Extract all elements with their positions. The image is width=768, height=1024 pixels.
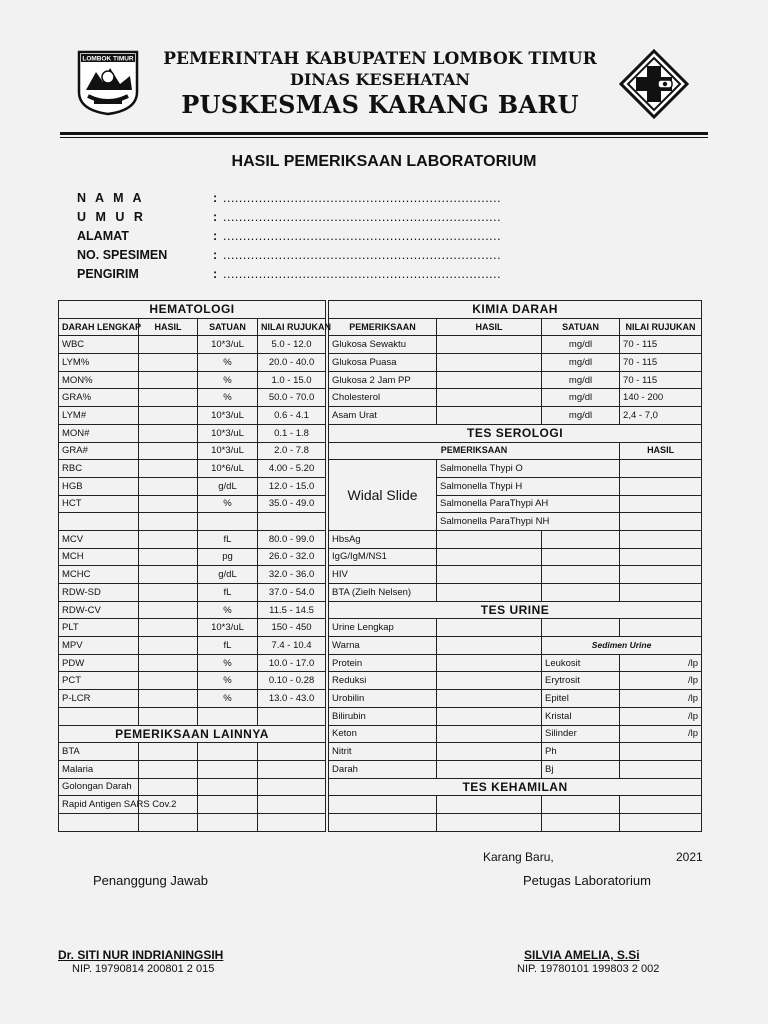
hematology-unit: % <box>198 495 258 513</box>
other-test-result-cell[interactable] <box>198 796 258 814</box>
lombok-timur-emblem-icon <box>76 50 140 116</box>
hematology-test-name: MCHC <box>59 566 139 584</box>
urine-result-cell[interactable] <box>437 619 542 637</box>
sediment-test-name <box>542 619 620 637</box>
widal-result-cell[interactable] <box>620 495 702 513</box>
sediment-test-name: Leukosit <box>542 654 620 672</box>
serology-result-cell[interactable] <box>542 530 620 548</box>
hematology-result-cell[interactable] <box>139 566 198 584</box>
table-row <box>59 760 702 778</box>
sediment-unit <box>620 619 702 637</box>
serology-result-cell[interactable] <box>437 548 542 566</box>
table-row <box>59 354 702 372</box>
empty-cell[interactable] <box>542 813 620 831</box>
table-row <box>59 548 702 566</box>
serology-section-title: TES SEROLOGI <box>329 424 702 442</box>
hematology-reference: 4.00 - 5.20 <box>258 460 326 478</box>
sediment-header: Sedimen Urine <box>542 637 702 655</box>
empty-cell[interactable] <box>620 813 702 831</box>
header-darah-lengkap: DARAH LENGKAP <box>59 318 139 336</box>
column-header-row <box>59 318 702 336</box>
hematology-result-cell[interactable] <box>139 336 198 354</box>
empty-cell[interactable] <box>329 813 437 831</box>
empty-cell[interactable] <box>258 813 326 831</box>
urine-test-name: Darah <box>329 760 437 778</box>
widal-item: Salmonella Thypi H <box>437 477 620 495</box>
empty-cell[interactable] <box>59 707 139 725</box>
chemistry-test-name: Cholesterol <box>329 389 437 407</box>
table-row <box>59 690 702 708</box>
responsible-person-role: Penanggung Jawab <box>93 873 208 888</box>
identity-colon: : <box>213 247 218 262</box>
other-test-name: BTA <box>59 743 139 761</box>
urine-test-name: Protein <box>329 654 437 672</box>
other-test-result-cell[interactable] <box>198 760 258 778</box>
header-pemeriksaan: PEMERIKSAAN <box>329 318 437 336</box>
lab-officer-name: SILVIA AMELIA, S.Si <box>524 948 640 962</box>
table-row <box>59 619 702 637</box>
urine-result-cell[interactable] <box>437 690 542 708</box>
chemistry-unit: mg/dl <box>542 371 620 389</box>
identity-row-alamat <box>77 226 501 245</box>
hematology-test-name <box>59 513 139 531</box>
hematology-reference: 11.5 - 14.5 <box>258 601 326 619</box>
hematology-reference <box>258 513 326 531</box>
hematology-unit: pg <box>198 548 258 566</box>
hematology-test-name: P-LCR <box>59 690 139 708</box>
table-row <box>59 725 702 743</box>
emblem-text: LOMBOK TIMUR <box>82 55 134 63</box>
hematology-test-name: PLT <box>59 619 139 637</box>
widal-item: Salmonella Thypi O <box>437 460 620 478</box>
hematology-unit: fL <box>198 637 258 655</box>
table-row <box>59 654 702 672</box>
hematology-reference: 1.0 - 15.0 <box>258 371 326 389</box>
sender-field[interactable]: ...................................................................... <box>223 266 502 281</box>
responsible-person-name: Dr. SITI NUR INDRIANINGSIH <box>58 948 224 962</box>
hematology-unit <box>198 513 258 531</box>
widal-slide-label: Widal Slide <box>329 460 437 531</box>
table-row <box>59 371 702 389</box>
hematology-reference: 50.0 - 70.0 <box>258 389 326 407</box>
other-test-name: Rapid Antigen SARS Cov.2 <box>59 796 139 814</box>
header-pemeriksaan: PEMERIKSAAN <box>329 442 620 460</box>
hematology-reference: 0.1 - 1.8 <box>258 424 326 442</box>
hematology-reference: 7.4 - 10.4 <box>258 637 326 655</box>
urine-result-cell[interactable] <box>437 760 542 778</box>
hematology-unit: % <box>198 672 258 690</box>
hematology-unit: fL <box>198 584 258 602</box>
serology-test-name: BTA (Zielh Nelsen) <box>329 584 437 602</box>
chemistry-unit: mg/dl <box>542 336 620 354</box>
column-gap <box>326 513 329 531</box>
chemistry-reference: 70 - 115 <box>620 354 702 372</box>
hematology-test-name: MCV <box>59 530 139 548</box>
urine-test-name: Reduksi <box>329 672 437 690</box>
urine-test-name: Urine Lengkap <box>329 619 437 637</box>
hematology-result-cell[interactable] <box>139 442 198 460</box>
hematology-reference: 80.0 - 99.0 <box>258 530 326 548</box>
sediment-unit: /lp <box>620 672 702 690</box>
hematology-unit: % <box>198 354 258 372</box>
table-row <box>59 530 702 548</box>
empty-cell[interactable] <box>198 707 258 725</box>
table-row <box>59 672 702 690</box>
other-test-result-cell[interactable] <box>258 760 326 778</box>
empty-cell[interactable] <box>198 813 258 831</box>
hematology-section-title: HEMATOLOGI <box>59 301 326 319</box>
serology-result-cell[interactable] <box>542 566 620 584</box>
hematology-reference: 0.10 - 0.28 <box>258 672 326 690</box>
name-field[interactable]: ...................................................................... <box>223 190 502 205</box>
address-field[interactable]: ...................................................................... <box>223 228 502 243</box>
sediment-test-name: Silinder <box>542 725 620 743</box>
header-hasil: HASIL <box>139 318 198 336</box>
chemistry-result-cell[interactable] <box>437 389 542 407</box>
hematology-result-cell[interactable] <box>139 495 198 513</box>
identity-colon: : <box>213 209 218 224</box>
hematology-result-cell[interactable] <box>139 460 198 478</box>
identity-colon: : <box>213 266 218 281</box>
serology-result-cell[interactable] <box>437 584 542 602</box>
urine-result-cell[interactable] <box>437 637 542 655</box>
table-row <box>59 566 702 584</box>
urine-test-name: Keton <box>329 725 437 743</box>
other-test-result-cell[interactable] <box>139 778 198 796</box>
identity-label: NO. SPESIMEN <box>77 247 168 262</box>
pregnancy-result-cell[interactable] <box>620 796 702 814</box>
urine-test-name: Warna <box>329 637 437 655</box>
identity-label: PENGIRIM <box>77 266 139 281</box>
pregnancy-result-cell[interactable] <box>329 796 437 814</box>
serology-test-name: HIV <box>329 566 437 584</box>
serology-result-cell[interactable] <box>437 566 542 584</box>
hematology-unit: g/dL <box>198 477 258 495</box>
column-gap <box>326 477 329 495</box>
puskesmas-name: PUSKESMAS KARANG BARU <box>181 90 579 119</box>
table-row <box>59 407 702 425</box>
specimen-number-field[interactable]: ...................................................................... <box>223 247 502 262</box>
serology-result-cell[interactable] <box>620 584 702 602</box>
lab-results-table <box>58 300 702 832</box>
other-test-result-cell[interactable] <box>139 760 198 778</box>
hematology-reference: 2.0 - 7.8 <box>258 442 326 460</box>
hematology-result-cell[interactable] <box>139 424 198 442</box>
hematology-reference: 150 - 450 <box>258 619 326 637</box>
table-row <box>59 707 702 725</box>
serology-test-name: HbsAg <box>329 530 437 548</box>
serology-result-cell[interactable] <box>437 530 542 548</box>
chemistry-result-cell[interactable] <box>437 371 542 389</box>
other-test-result-cell[interactable] <box>198 778 258 796</box>
table-row <box>59 460 702 478</box>
identity-row-nama <box>77 188 501 207</box>
identity-colon: : <box>213 228 218 243</box>
column-gap <box>326 495 329 513</box>
hematology-test-name: PDW <box>59 654 139 672</box>
table-row <box>59 778 702 796</box>
serology-result-cell[interactable] <box>620 548 702 566</box>
sediment-unit <box>620 760 702 778</box>
hematology-result-cell[interactable] <box>139 601 198 619</box>
chemistry-section-title: KIMIA DARAH <box>329 301 702 319</box>
urine-result-cell[interactable] <box>437 743 542 761</box>
chemistry-unit: mg/dl <box>542 354 620 372</box>
hematology-unit: % <box>198 601 258 619</box>
identity-row-spesimen <box>77 245 501 264</box>
chemistry-result-cell[interactable] <box>437 407 542 425</box>
identity-label: U M U R <box>77 209 146 224</box>
chemistry-reference: 140 - 200 <box>620 389 702 407</box>
hematology-test-name: RDW-SD <box>59 584 139 602</box>
hematology-test-name: RDW-CV <box>59 601 139 619</box>
section-header-row <box>59 301 702 319</box>
other-test-name: Malaria <box>59 760 139 778</box>
serology-result-cell[interactable] <box>542 584 620 602</box>
agency-name: DINAS KESEHATAN <box>289 70 471 89</box>
header-nilai-rujukan: NILAI RUJUKAN <box>258 318 326 336</box>
table-row <box>59 336 702 354</box>
hematology-unit: 10*6/uL <box>198 460 258 478</box>
hematology-test-name: GRA# <box>59 442 139 460</box>
widal-item: Salmonella ParaThypi AH <box>437 495 620 513</box>
responsible-person-nip: NIP. 19790814 200801 2 015 <box>72 963 215 975</box>
serology-result-cell[interactable] <box>542 548 620 566</box>
letterhead-rule-thin <box>60 137 708 138</box>
place-date: Karang Baru, <box>483 850 554 864</box>
chemistry-result-cell[interactable] <box>437 354 542 372</box>
hematology-test-name: LYM% <box>59 354 139 372</box>
hematology-unit: g/dL <box>198 566 258 584</box>
widal-item: Salmonella ParaThypi NH <box>437 513 620 531</box>
document-title: HASIL PEMERIKSAAN LABORATORIUM <box>231 153 537 170</box>
hematology-test-name: MCH <box>59 548 139 566</box>
table-row <box>59 743 702 761</box>
year: 2021 <box>676 850 703 864</box>
hematology-result-cell[interactable] <box>139 654 198 672</box>
sediment-unit: /lp <box>620 725 702 743</box>
chemistry-reference: 70 - 115 <box>620 336 702 354</box>
urine-test-name: Bilirubin <box>329 707 437 725</box>
sediment-unit: /lp <box>620 690 702 708</box>
hematology-reference: 12.0 - 15.0 <box>258 477 326 495</box>
sediment-test-name: Epitel <box>542 690 620 708</box>
hematology-result-cell[interactable] <box>139 354 198 372</box>
urine-test-name: Nitrit <box>329 743 437 761</box>
hematology-reference: 32.0 - 36.0 <box>258 566 326 584</box>
other-test-result-cell[interactable] <box>258 796 326 814</box>
other-test-result-cell[interactable] <box>139 743 198 761</box>
other-test-result-cell[interactable] <box>198 743 258 761</box>
hematology-unit: % <box>198 389 258 407</box>
hematology-reference: 0.6 - 4.1 <box>258 407 326 425</box>
sediment-unit: /lp <box>620 654 702 672</box>
hematology-reference: 26.0 - 32.0 <box>258 548 326 566</box>
hematology-unit: 10*3/uL <box>198 619 258 637</box>
hematology-result-cell[interactable] <box>139 530 198 548</box>
sediment-test-name: Ph <box>542 743 620 761</box>
serology-result-cell[interactable] <box>620 530 702 548</box>
hematology-test-name: HGB <box>59 477 139 495</box>
sediment-test-name: Erytrosit <box>542 672 620 690</box>
table-row <box>59 637 702 655</box>
other-test-result-cell[interactable] <box>258 743 326 761</box>
widal-result-cell[interactable] <box>620 460 702 478</box>
urine-result-cell[interactable] <box>437 725 542 743</box>
hematology-reference: 13.0 - 43.0 <box>258 690 326 708</box>
urine-result-cell[interactable] <box>437 654 542 672</box>
empty-cell[interactable] <box>437 813 542 831</box>
hematology-test-name: GRA% <box>59 389 139 407</box>
hematology-unit: fL <box>198 530 258 548</box>
sediment-unit: /lp <box>620 707 702 725</box>
other-tests-section-title: PEMERIKSAAN LAINNYA <box>59 725 326 743</box>
sediment-test-name: Kristal <box>542 707 620 725</box>
hematology-result-cell[interactable] <box>139 477 198 495</box>
table-row <box>59 424 702 442</box>
patient-identity <box>77 188 501 283</box>
letterhead-text <box>140 48 620 120</box>
lab-officer-nip: NIP. 19780101 199803 2 002 <box>517 963 660 975</box>
chemistry-reference: 2,4 - 7,0 <box>620 407 702 425</box>
hematology-result-cell[interactable] <box>139 513 198 531</box>
empty-cell[interactable] <box>258 707 326 725</box>
other-test-name: Golongan Darah <box>59 778 139 796</box>
header-satuan: SATUAN <box>542 318 620 336</box>
table-row <box>59 601 702 619</box>
hematology-unit: 10*3/uL <box>198 336 258 354</box>
sediment-test-name: Bj <box>542 760 620 778</box>
chemistry-unit: mg/dl <box>542 407 620 425</box>
chemistry-test-name: Glukosa Puasa <box>329 354 437 372</box>
header-nilai-rujukan: NILAI RUJUKAN <box>620 318 702 336</box>
hematology-unit: % <box>198 690 258 708</box>
header-hasil: HASIL <box>437 318 542 336</box>
hematology-result-cell[interactable] <box>139 690 198 708</box>
hematology-result-cell[interactable] <box>139 371 198 389</box>
hematology-test-name: LYM# <box>59 407 139 425</box>
hematology-test-name: HCT <box>59 495 139 513</box>
identity-colon: : <box>213 190 218 205</box>
hematology-test-name: PCT <box>59 672 139 690</box>
pregnancy-result-cell[interactable] <box>437 796 542 814</box>
table-row <box>59 813 702 831</box>
hematology-test-name: MON% <box>59 371 139 389</box>
hematology-result-cell[interactable] <box>139 548 198 566</box>
table-row <box>59 389 702 407</box>
table-row <box>59 584 702 602</box>
government-name: PEMERINTAH KABUPATEN LOMBOK TIMUR <box>163 49 597 69</box>
letterhead <box>60 42 708 122</box>
health-cross-logo-icon <box>618 48 690 120</box>
hematology-unit: 10*3/uL <box>198 424 258 442</box>
hematology-reference: 10.0 - 17.0 <box>258 654 326 672</box>
empty-cell[interactable] <box>139 813 198 831</box>
widal-result-cell[interactable] <box>620 513 702 531</box>
letterhead-rule-thick <box>60 132 708 135</box>
hematology-unit: 10*3/uL <box>198 442 258 460</box>
hematology-result-cell[interactable] <box>139 672 198 690</box>
pregnancy-result-cell[interactable] <box>542 796 620 814</box>
header-hasil: HASIL <box>620 442 702 460</box>
chemistry-reference: 70 - 115 <box>620 371 702 389</box>
serology-result-cell[interactable] <box>620 566 702 584</box>
header-satuan: SATUAN <box>198 318 258 336</box>
hematology-reference: 5.0 - 12.0 <box>258 336 326 354</box>
urine-result-cell[interactable] <box>437 672 542 690</box>
identity-row-umur <box>77 207 501 226</box>
hematology-unit: % <box>198 654 258 672</box>
hematology-unit: 10*3/uL <box>198 407 258 425</box>
lab-officer-role: Petugas Laboratorium <box>523 873 651 888</box>
table-row <box>59 442 702 460</box>
other-test-result-cell[interactable] <box>258 778 326 796</box>
serology-test-name: IgG/IgM/NS1 <box>329 548 437 566</box>
lab-results-body <box>59 301 702 832</box>
chemistry-test-name: Asam Urat <box>329 407 437 425</box>
hematology-unit: % <box>198 371 258 389</box>
hematology-result-cell[interactable] <box>139 584 198 602</box>
hematology-reference: 37.0 - 54.0 <box>258 584 326 602</box>
empty-cell[interactable] <box>59 813 139 831</box>
hematology-reference: 20.0 - 40.0 <box>258 354 326 372</box>
chemistry-result-cell[interactable] <box>437 336 542 354</box>
pregnancy-section-title: TES KEHAMILAN <box>329 778 702 796</box>
hematology-result-cell[interactable] <box>139 619 198 637</box>
chemistry-test-name: Glukosa Sewaktu <box>329 336 437 354</box>
urine-section-title: TES URINE <box>329 601 702 619</box>
hematology-test-name: MON# <box>59 424 139 442</box>
hematology-test-name: WBC <box>59 336 139 354</box>
hematology-result-cell[interactable] <box>139 407 198 425</box>
sediment-unit <box>620 743 702 761</box>
empty-cell[interactable] <box>139 707 198 725</box>
hematology-test-name: MPV <box>59 637 139 655</box>
age-field[interactable]: ...................................................................... <box>223 209 502 224</box>
identity-label: ALAMAT <box>77 228 129 243</box>
urine-test-name: Urobilin <box>329 690 437 708</box>
hematology-result-cell[interactable] <box>139 637 198 655</box>
identity-row-pengirim <box>77 264 501 283</box>
table-row <box>59 796 702 814</box>
hematology-reference: 35.0 - 49.0 <box>258 495 326 513</box>
chemistry-unit: mg/dl <box>542 389 620 407</box>
hematology-test-name: RBC <box>59 460 139 478</box>
identity-label: N A M A <box>77 190 145 205</box>
chemistry-test-name: Glukosa 2 Jam PP <box>329 371 437 389</box>
widal-result-cell[interactable] <box>620 477 702 495</box>
urine-result-cell[interactable] <box>437 707 542 725</box>
hematology-result-cell[interactable] <box>139 389 198 407</box>
